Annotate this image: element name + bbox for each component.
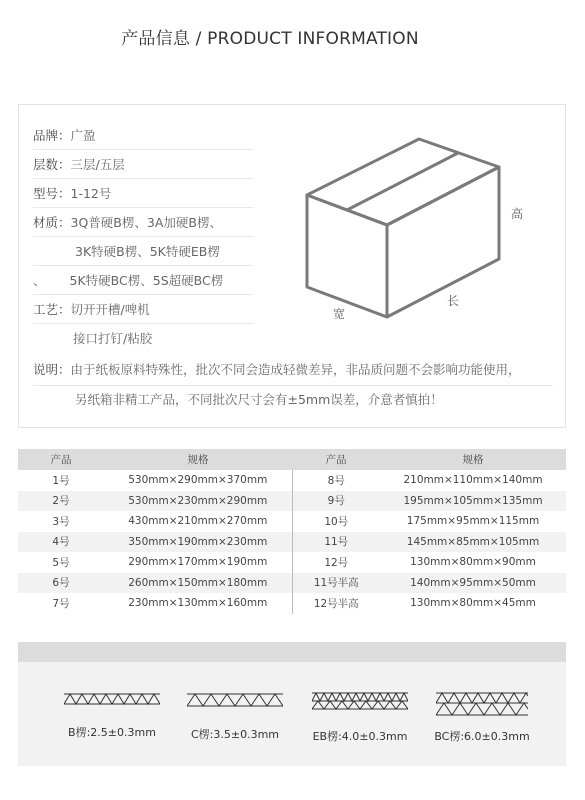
width-label: 宽 [333, 307, 346, 321]
b-flute-icon [64, 692, 160, 706]
brand-label: 品牌： [33, 128, 71, 143]
eb-flute-icon [312, 692, 408, 710]
page-title: 产品信息 / PRODUCT INFORMATION [121, 29, 419, 49]
col-header-product: 产品 [18, 449, 104, 470]
table-cell: 140mm×95mm×50mm [380, 573, 566, 594]
material-line-1: 3Q普硬B楞、3A加硬B楞、 [70, 215, 222, 230]
flute-b [44, 692, 180, 740]
bc-flute-icon [436, 692, 528, 716]
flute-bc-label: BC楞:6.0±0.3mm [434, 730, 530, 743]
material-line-2: 3K特硬B楞、5K特硬EB楞 [75, 244, 220, 259]
flute-c [166, 692, 304, 742]
flute-c-label: C楞:3.5±0.3mm [190, 728, 280, 741]
table-cell: 175mm×95mm×115mm [380, 511, 566, 532]
layers-label: 层数： [33, 157, 71, 172]
spec-list [33, 121, 253, 353]
craft-line-1: 切开开槽/啤机 [70, 302, 150, 317]
table-row [18, 593, 566, 614]
layers-row [33, 150, 253, 179]
table-cell: 6号 [18, 573, 104, 594]
col-header-spec: 规格 [104, 449, 292, 470]
table-cell: 11号半高 [292, 573, 380, 594]
table-cell: 5号 [18, 552, 104, 573]
table-cell: 1号 [18, 470, 104, 491]
model-row [33, 179, 253, 208]
note-line-2-row [33, 385, 553, 415]
table-cell: 350mm×190mm×230mm [104, 532, 292, 553]
table-row [18, 491, 566, 512]
product-info-panel [18, 104, 566, 428]
col-header-spec-2: 规格 [380, 449, 566, 470]
table-cell: 10号 [292, 511, 380, 532]
table-cell: 130mm×80mm×90mm [380, 552, 566, 573]
material-row-2 [33, 237, 253, 266]
table-cell: 130mm×80mm×45mm [380, 593, 566, 614]
table-cell: 11号 [292, 532, 380, 553]
table-cell: 230mm×130mm×160mm [104, 593, 292, 614]
note-line-2: 另纸箱非精工产品，不同批次尺寸会有±5mm误差，介意者慎拍！ [75, 392, 443, 407]
note-line-1-row [33, 355, 553, 385]
material-row [33, 208, 253, 237]
table-row [18, 552, 566, 573]
length-label: 长 [447, 294, 460, 308]
flute-eb-label: EB楞:4.0±0.3mm [312, 730, 408, 743]
table-cell: 7号 [18, 593, 104, 614]
brand-row [33, 121, 253, 150]
flute-panel-header-bar [18, 642, 566, 662]
material-label: 材质： [33, 215, 71, 230]
note-block [33, 355, 553, 415]
table-row [18, 470, 566, 491]
table-cell: 4号 [18, 532, 104, 553]
material-row-3 [33, 266, 253, 295]
table-cell: 430mm×210mm×270mm [104, 511, 292, 532]
flute-types-panel [18, 642, 566, 766]
table-cell: 12号 [292, 552, 380, 573]
note-divider [33, 385, 553, 386]
table-cell: 195mm×105mm×135mm [380, 491, 566, 512]
note-line-1: 由于纸板原料特殊性，批次不同会造成轻微差异，非品质问题不会影响功能使用， [70, 362, 521, 377]
craft-row [33, 295, 253, 324]
table-cell: 260mm×150mm×180mm [104, 573, 292, 594]
table-cell: 12号半高 [292, 593, 380, 614]
size-table [18, 449, 566, 614]
col-header-product-2: 产品 [292, 449, 380, 470]
table-header-row [18, 449, 566, 470]
brand-value: 广盈 [70, 128, 96, 143]
material-line-3-prefix: 、 [33, 273, 46, 288]
material-line-3: 5K特硬BC楞、5S超硬BC楞 [69, 273, 224, 288]
table-row [18, 573, 566, 594]
model-value: 1-12号 [70, 186, 112, 201]
craft-row-2 [33, 324, 253, 353]
table-cell: 3号 [18, 511, 104, 532]
carton-box-diagram [301, 129, 524, 319]
note-label: 说明： [33, 362, 71, 377]
table-cell: 210mm×110mm×140mm [380, 470, 566, 491]
craft-label: 工艺： [33, 302, 71, 317]
flute-bc [412, 692, 552, 744]
table-cell: 2号 [18, 491, 104, 512]
table-cell: 530mm×230mm×290mm [104, 491, 292, 512]
model-label: 型号： [33, 186, 71, 201]
flute-b-label: B楞:2.5±0.3mm [68, 726, 156, 739]
table-cell: 530mm×290mm×370mm [104, 470, 292, 491]
layers-value: 三层/五层 [70, 157, 125, 172]
table-cell: 8号 [292, 470, 380, 491]
flute-eb [290, 692, 430, 744]
table-cell: 145mm×85mm×105mm [380, 532, 566, 553]
table-row [18, 511, 566, 532]
height-label: 高 [511, 207, 524, 221]
c-flute-icon [187, 692, 283, 708]
table-cell: 290mm×170mm×190mm [104, 552, 292, 573]
craft-line-2: 接口打钉/粘胶 [73, 331, 153, 346]
table-row [18, 532, 566, 553]
table-cell: 9号 [292, 491, 380, 512]
